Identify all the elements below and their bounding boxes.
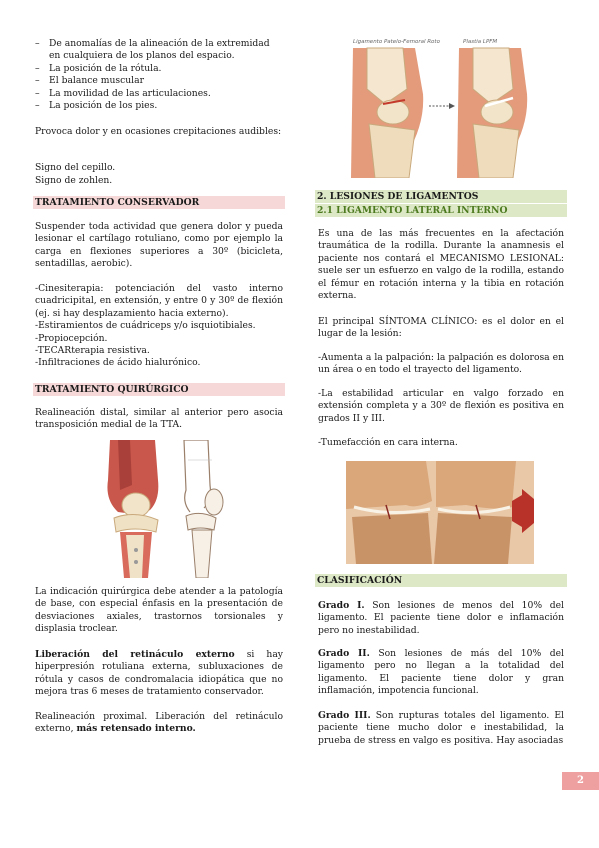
grade-3-paragraph: [318, 710, 564, 747]
swelling-paragraph: -Tumefacción en cara interna.: [318, 437, 458, 448]
grade-2-label: Grado II.: [318, 648, 370, 659]
heading-surgical-treatment: TRATAMIENTO QUIRÚRGICO: [33, 383, 285, 396]
retinaculum-release-bold: Liberación del retináculo externo: [35, 649, 235, 660]
retinaculum-release-paragraph: [35, 649, 283, 699]
heading-conservative-treatment: TRATAMIENTO CONSERVADOR: [33, 196, 285, 209]
proximal-bold: más retensado interno.: [76, 723, 196, 735]
list-item: -Estiramientos de cuádriceps y/o isquiotibiales.: [35, 320, 256, 332]
list-item: -Cinesiterapia: potenciación del vasto interno cuadricipital, en extensión, y entre 0 y 30º de flexión (ej. si hay desplazamiento hacia externo).: [35, 283, 283, 319]
grade-1-label: Grado I.: [318, 600, 365, 611]
valgus-stress-illustration: [346, 461, 534, 564]
list-item: – La posición de la rótula.: [35, 63, 283, 75]
knee-surgery-illustration: [100, 440, 240, 578]
main-symptom-paragraph: El principal SÍNTOMA CLÍNICO: es el dolor en el lugar de la lesión:: [318, 316, 564, 340]
heading-ligament-injuries: 2. LESIONES DE LIGAMENTOS: [315, 190, 567, 203]
grade-3-label: Grado III.: [318, 710, 371, 721]
surgical-paragraph: Realineación distal, similar al anterior pero asocia transposición medial de la TTA.: [35, 407, 283, 431]
anomaly-list: [35, 38, 283, 112]
list-item: – La posición de los pies.: [35, 100, 283, 112]
retinaculum-release-text: si hay hiperpresión rotuliana externa, subluxaciones de rótula y casos de condromalacia idiopática que no mejora tras 6 meses de tratamiento conservador.: [35, 649, 283, 698]
heading-classification: CLASIFICACIÓN: [315, 574, 567, 587]
grade-3-text: Son rupturas totales del ligamento. El paciente tiene mucho dolor e inestabilidad, la prueba de stress en valgo es positiva. Hay asociadas: [318, 710, 564, 746]
conservative-list: [35, 283, 283, 370]
grade-2-text: Son lesiones de más del 10% del ligamento pero no llegan a la totalidad del ligamento. El paciente tiene dolor y gran inflamación, impotencia funcional.: [318, 648, 564, 697]
grade-1-text: Son lesiones de menos del 10% del ligamento. El paciente tiene dolor e inflamación pero no inestabilidad.: [318, 600, 564, 636]
list-item: -TECARterapia resistiva.: [35, 345, 150, 357]
page-number: 2: [562, 772, 599, 790]
grade-2-paragraph: [318, 648, 564, 698]
mcl-paragraph: Es una de las más frecuentes en la afectación traumática de la rodilla. Durante la anamnesis el paciente nos contará el MECANISMO LESIONAL: suele ser un esfuerzo en valgo de la rodilla, estando el fémur en rotación interna y la tibia en rotación externa.: [318, 228, 564, 302]
pain-paragraph: Provoca dolor y en ocasiones crepitaciones audibles:: [35, 126, 282, 137]
grade-1-paragraph: [318, 600, 564, 637]
conservative-paragraph: Suspender toda actividad que genera dolor y pueda lesionar el cartílago rotuliano, como por ejemplo la carga en flexiones superiores a 30º (bicicleta, sentadillas, aerobic).: [35, 221, 283, 270]
sign-cepillo: Signo del cepillo.: [35, 162, 116, 173]
heading-medial-collateral-ligament: 2.1 LIGAMENTO LATERAL INTERNO: [315, 204, 567, 217]
stability-paragraph: -La estabilidad articular en valgo forzado en extensión completa y a 30º de flexión es positiva en grados II y III.: [318, 388, 564, 424]
proximal-text: Realineación proximal. Liberación del retináculo externo,: [35, 711, 283, 735]
surgical-indication-paragraph: La indicación quirúrgica debe atender a la patología de base, con especial énfasis en la presentación de desviaciones axiales, trastornos torsionales y displasia troclear.: [35, 586, 283, 635]
list-item: – La movilidad de las articulaciones.: [35, 88, 283, 100]
patellofemoral-ligament-illustration: [345, 34, 530, 178]
list-item: -Infiltraciones de ácido hialurónico.: [35, 357, 201, 369]
list-item: – El balance muscular: [35, 75, 283, 87]
illustration-label-left: Ligamento Patelo-Femoral Roto: [353, 39, 440, 45]
illustration-label-right: Plastia LPFM: [463, 39, 498, 45]
palpation-paragraph: -Aumenta a la palpación: la palpación es dolorosa en un área o en todo el trayecto del ligamento.: [318, 352, 564, 376]
list-item: -Propiocepción.: [35, 332, 108, 344]
sign-zohlen: Signo de zohlen.: [35, 175, 113, 186]
proximal-realignment-paragraph: [35, 711, 283, 736]
list-item: – De anomalías de la alineación de la extremidad en cualquiera de los planos del espacio.: [35, 38, 283, 63]
